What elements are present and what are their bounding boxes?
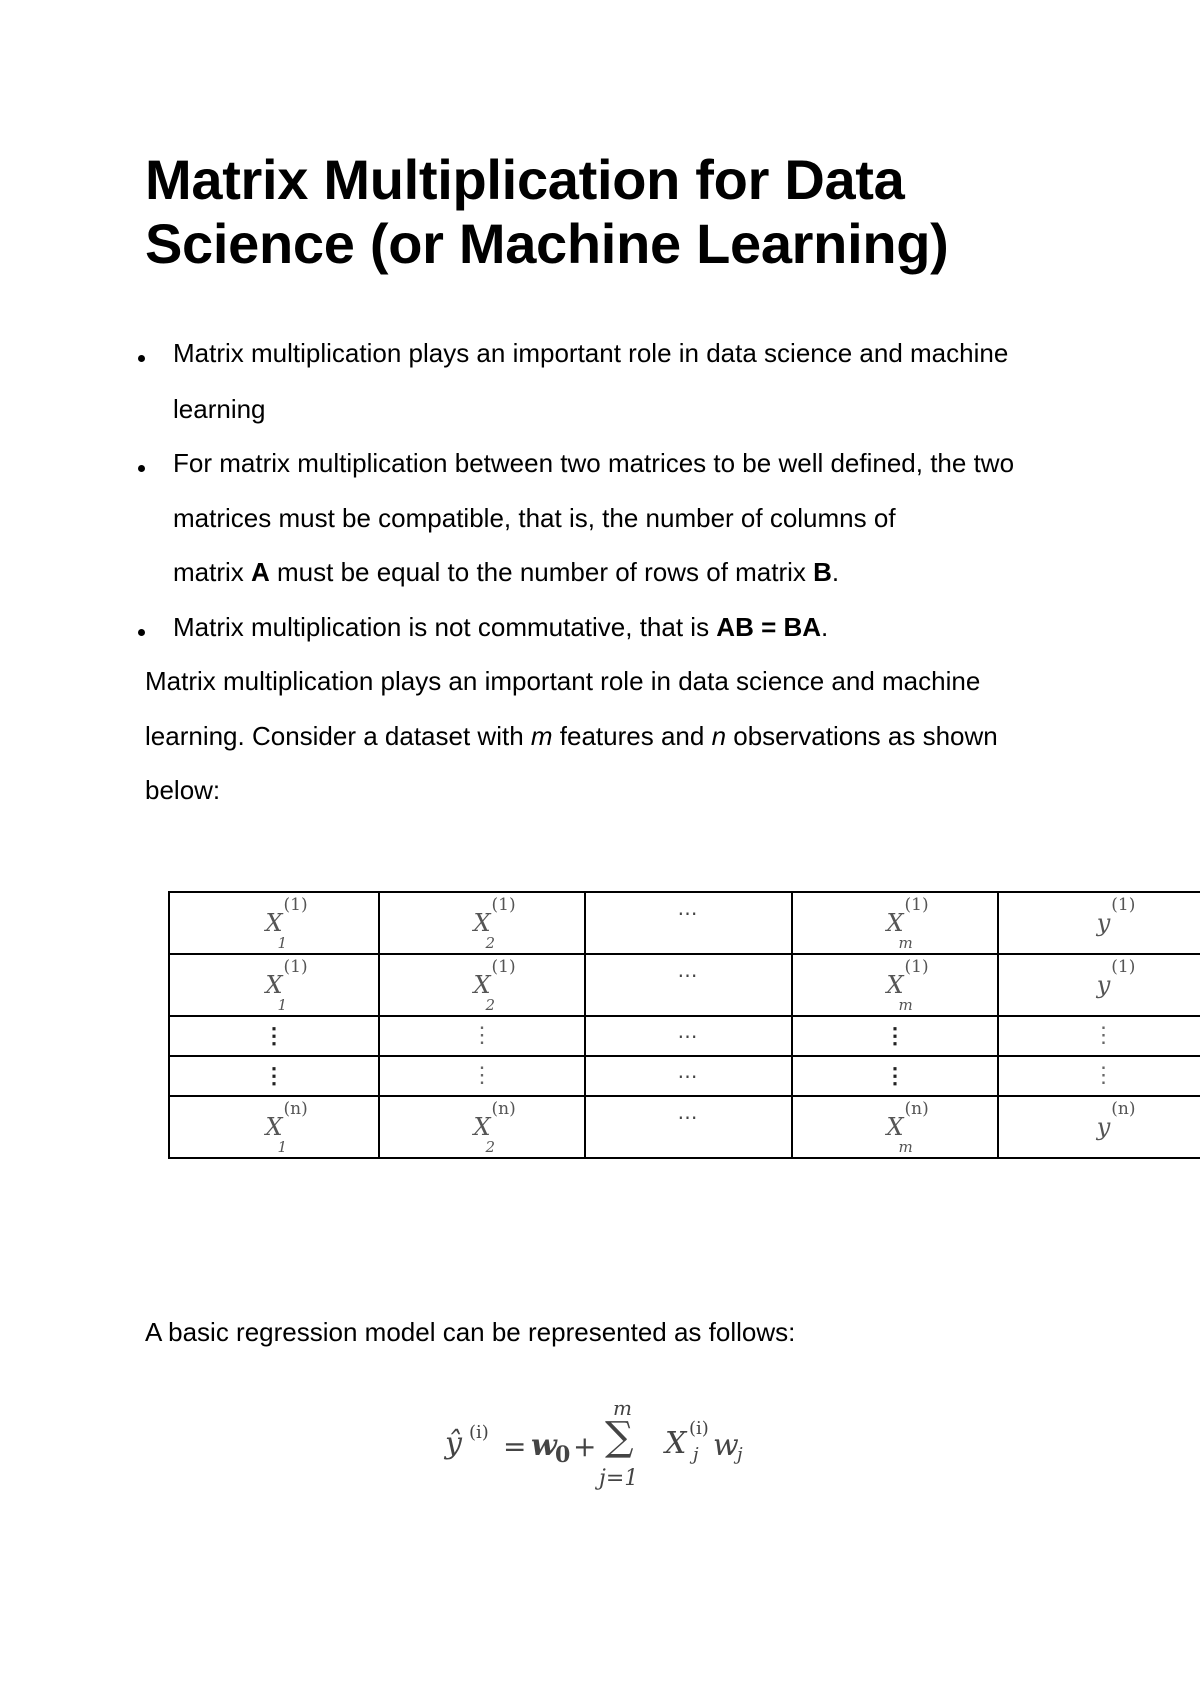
bullet-marker bbox=[138, 465, 145, 472]
bullet-1-line-2: learning bbox=[173, 394, 266, 424]
regression-equation bbox=[445, 1396, 765, 1506]
table-cell: X (1) 2 bbox=[379, 892, 585, 954]
table-cell: ⋮ bbox=[792, 1056, 998, 1096]
page-title bbox=[145, 148, 1145, 276]
bullet-3-line-1: Matrix multiplication is not commutative, that is AB = BA. bbox=[173, 612, 829, 642]
table-cell: X (n) m bbox=[792, 1096, 998, 1158]
eq-x-sup: (i) bbox=[689, 1418, 709, 1439]
table-row bbox=[169, 1096, 1200, 1158]
table-cell: ⋮ bbox=[792, 1016, 998, 1056]
table-cell: X (1) 1 bbox=[169, 892, 379, 954]
eq-sum: ∑ bbox=[605, 1414, 634, 1460]
eq-x-sub: j bbox=[693, 1444, 699, 1465]
table-cell: ⋮ bbox=[379, 1056, 585, 1096]
table-cell: X (n) 2 bbox=[379, 1096, 585, 1158]
table-cell: X (1) m bbox=[792, 892, 998, 954]
table-cell: y (1) bbox=[998, 954, 1200, 1016]
dataset-table bbox=[168, 891, 1200, 1159]
var-n: n bbox=[711, 721, 727, 751]
paragraph-line-1: Matrix multiplication plays an important role in data science and machine bbox=[145, 666, 981, 696]
bullet-2-line-1: For matrix multiplication between two matrices to be well defined, the two bbox=[173, 448, 1015, 478]
eq-w0-sub: 0 bbox=[555, 1442, 571, 1468]
table-cell: ⋮ bbox=[169, 1016, 379, 1056]
bullet-marker bbox=[138, 629, 145, 636]
table-cell: ⋮ bbox=[379, 1016, 585, 1056]
eq-plus: + bbox=[573, 1430, 597, 1463]
var-m: m bbox=[530, 721, 553, 751]
table-cell: ⋯ bbox=[585, 892, 792, 954]
table-cell: ⋯ bbox=[585, 1056, 792, 1096]
regression-intro: A basic regression model can be represented as follows: bbox=[145, 1317, 796, 1347]
table-row bbox=[169, 1056, 1200, 1096]
bullet-2-line-3: matrix A must be equal to the number of rows of matrix B. bbox=[173, 557, 840, 587]
paragraph-line-3: below: bbox=[145, 775, 221, 805]
bullet-1-line-1: Matrix multiplication plays an important role in data science and machine bbox=[173, 338, 1009, 368]
table-cell: ⋯ bbox=[585, 954, 792, 1016]
table-cell: X (1) 2 bbox=[379, 954, 585, 1016]
table-cell: ⋮ bbox=[998, 1016, 1200, 1056]
table-cell: X (1) m bbox=[792, 954, 998, 1016]
table-cell: ⋮ bbox=[169, 1056, 379, 1096]
bullet-2-line-2: matrices must be compatible, that is, the number of columns of bbox=[173, 503, 896, 533]
table-cell: X (1) 1 bbox=[169, 954, 379, 1016]
table-row bbox=[169, 892, 1200, 954]
matrix-b-label: B bbox=[813, 557, 832, 587]
title-line-1: Matrix Multiplication for Data bbox=[145, 148, 905, 211]
eq-w-sub: j bbox=[737, 1444, 743, 1465]
eq-yhat: ŷ bbox=[445, 1426, 462, 1461]
title-line-2: Science (or Machine Learning) bbox=[145, 212, 949, 275]
matrix-a-label: A bbox=[251, 557, 270, 587]
eq-w: w bbox=[713, 1428, 739, 1463]
table-row bbox=[169, 954, 1200, 1016]
eq-equals: = bbox=[503, 1430, 527, 1463]
eq-w0: w bbox=[531, 1428, 557, 1463]
table-cell: ⋮ bbox=[998, 1056, 1200, 1096]
eq-sum-bottom: j=1 bbox=[599, 1466, 639, 1491]
ab-equals-ba: AB = BA bbox=[716, 612, 822, 642]
table-cell: ⋯ bbox=[585, 1096, 792, 1158]
table-cell: y (1) bbox=[998, 892, 1200, 954]
paragraph-line-2: learning. Consider a dataset with m features and n observations as shown bbox=[145, 721, 998, 751]
table-cell: y (n) bbox=[998, 1096, 1200, 1158]
table-cell: ⋯ bbox=[585, 1016, 792, 1056]
eq-sum-top: m bbox=[613, 1396, 632, 1420]
table-row bbox=[169, 1016, 1200, 1056]
bullet-marker bbox=[138, 355, 145, 362]
eq-x: X bbox=[665, 1426, 687, 1461]
table-cell: X (n) 1 bbox=[169, 1096, 379, 1158]
eq-yhat-sup: (i) bbox=[469, 1422, 489, 1443]
